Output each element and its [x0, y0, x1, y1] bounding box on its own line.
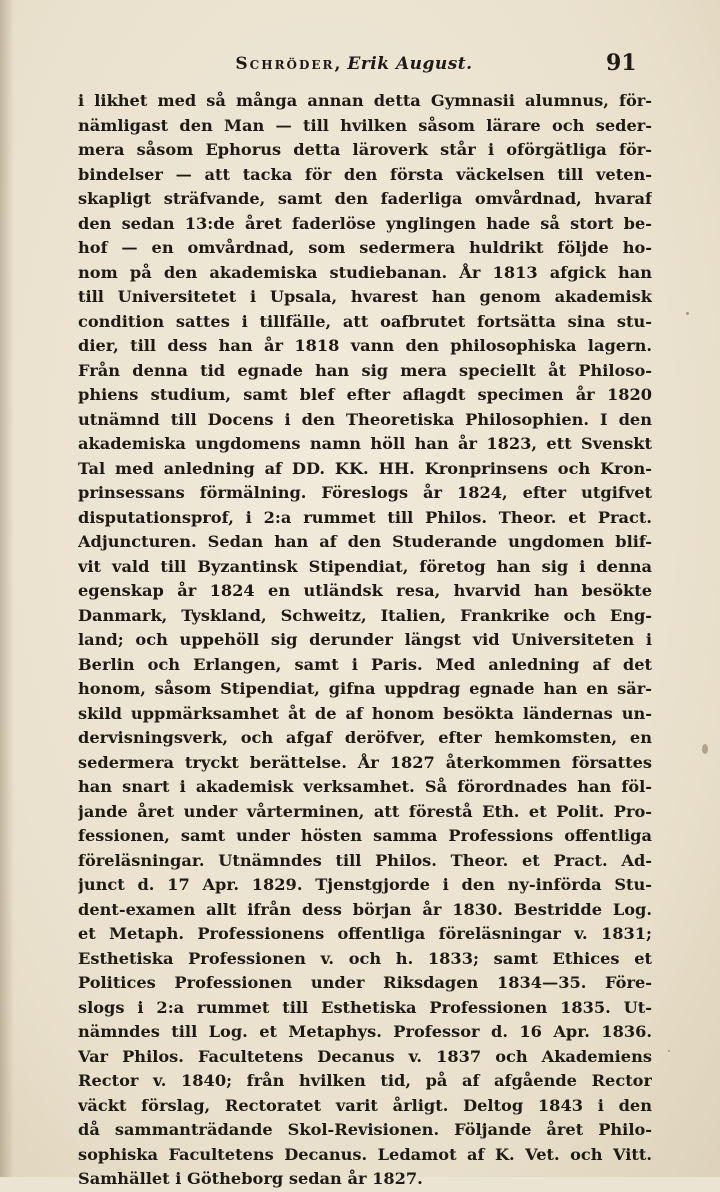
text-line: dent-examen allt ifrån dess början år 1830. Bestridde Log. [78, 899, 652, 919]
text-line: sedermera tryckt berättelse. År 1827 återkommen försattes [78, 752, 652, 772]
text-line: akademiska ungdomens namn höll han år 1823, ett Svenskt [78, 434, 652, 453]
text-line: Danmark, Tyskland, Schweitz, Italien, Frankrike och Eng- [78, 605, 652, 625]
text-line: till Universitetet i Upsala, hvarest han genom akademisk [78, 287, 652, 306]
text-line: condition sattes i tillfälle, att oafbrutet fortsätta sina stu- [78, 311, 652, 331]
text-line: väckt förslag, Rectoratet varit årligt. Deltog 1843 i den [78, 1095, 652, 1115]
paper-speck [686, 312, 689, 315]
paper-speck [668, 1050, 670, 1052]
text-line: den sedan 13:de året faderlöse ynglingen hade så stort be- [78, 213, 652, 233]
text-line: honom, såsom Stipendiat, gifna uppdrag egnade han en sär- [78, 679, 652, 698]
text-line: vit vald till Byzantinsk Stipendiat, företog han sig i denna [78, 556, 652, 576]
text-line: jande året under vårterminen, att förestå Eth. et Polit. Pro- [78, 801, 652, 821]
text-line: junct d. 17 Apr. 1829. Tjenstgjorde i den ny-införda Stu- [78, 875, 652, 894]
text-line: Var Philos. Facultetens Decanus v. 1837 och Akademiens [78, 1046, 652, 1066]
text-line: nämndes till Log. et Metaphys. Professor d. 16 Apr. 1836. [78, 1022, 652, 1041]
running-head-separator: , [334, 54, 341, 74]
text-line: egenskap år 1824 en utländsk resa, hvarvid han besökte [78, 581, 652, 600]
text-line: Från denna tid egnade han sig mera speciellt åt Philoso- [78, 360, 652, 380]
text-line: fessionen, samt under hösten samma Professions offentliga [78, 826, 652, 845]
running-head [224, 54, 484, 74]
text-line: nämligast den Man — till hvilken såsom lärare och seder- [78, 115, 652, 135]
text-line: prinsessans förmälning. Föreslogs år 1824, efter utgifvet [78, 483, 652, 502]
text-line: föreläsningar. Utnämndes till Philos. Theor. et Pract. Ad- [78, 850, 652, 870]
page-number: 91 [606, 50, 637, 76]
text-line: land; och uppehöll sig derunder längst vid Universiteten i [78, 630, 652, 649]
running-head-surname: Schröder [235, 54, 335, 74]
text-line: sophiska Facultetens Decanus. Ledamot af K. Vet. och Vitt. [78, 1144, 652, 1164]
text-line: skapligt sträfvande, samt den faderliga omvårdnad, hvaraf [78, 189, 652, 208]
text-line: Rector v. 1840; från hvilken tid, på af afgående Rector [78, 1071, 652, 1090]
text-line: då sammanträdande Skol-Revisionen. Följande året Philo- [78, 1120, 652, 1139]
text-line: i likhet med så många annan detta Gymnasii alumnus, för- [78, 91, 652, 110]
text-line: et Metaph. Professionens offentliga föreläsningar v. 1831; [78, 924, 652, 943]
text-line: dervisningsverk, och afgaf deröfver, efter hemkomsten, en [78, 728, 652, 747]
text-line: mera såsom Ephorus detta läroverk står i oförgätliga för- [78, 140, 652, 159]
text-line: dier, till dess han år 1818 vann den philosophiska lagern. [78, 336, 652, 355]
text-line: disputationsprof, i 2:a rummet till Philos. Theor. et Pract. [78, 507, 652, 527]
text-line: Adjuncturen. Sedan han af den Studerande ungdomen blif- [78, 532, 652, 551]
running-head-given-name: Erik August. [347, 54, 473, 74]
text-line: skild uppmärksamhet åt de af honom besökta ländernas un- [78, 703, 652, 723]
paper-speck [702, 744, 708, 754]
text-line: utnämnd till Docens i den Theoretiska Philosophien. I den [78, 409, 652, 429]
text-line: nom på den akademiska studiebanan. År 1813 afgick han [78, 262, 652, 282]
text-line: Berlin och Erlangen, samt i Paris. Med anledning af det [78, 654, 652, 674]
text-line: hof — en omvårdnad, som sedermera huldrikt följde ho- [78, 238, 652, 257]
body-text [78, 89, 652, 1192]
text-line: Politices Professionen under Riksdagen 1834—35. Före- [78, 973, 652, 992]
text-line: Esthetiska Professionen v. och h. 1833; samt Ethices et [78, 948, 652, 968]
text-line: phiens studium, samt blef efter aflagdt specimen år 1820 [78, 385, 652, 404]
text-line: han snart i akademisk verksamhet. Så förordnades han föl- [78, 777, 652, 796]
text-line: bindelser — att tacka för den första väckelsen till veten- [78, 164, 652, 184]
text-line: slogs i 2:a rummet till Esthetiska Professionen 1835. Ut- [78, 997, 652, 1017]
text-line-last: Samhället i Götheborg sedan år 1827. [78, 1169, 423, 1188]
spine-shadow [0, 0, 14, 1177]
text-line: Tal med anledning af DD. KK. HH. Kronprinsens och Kron- [78, 458, 652, 478]
